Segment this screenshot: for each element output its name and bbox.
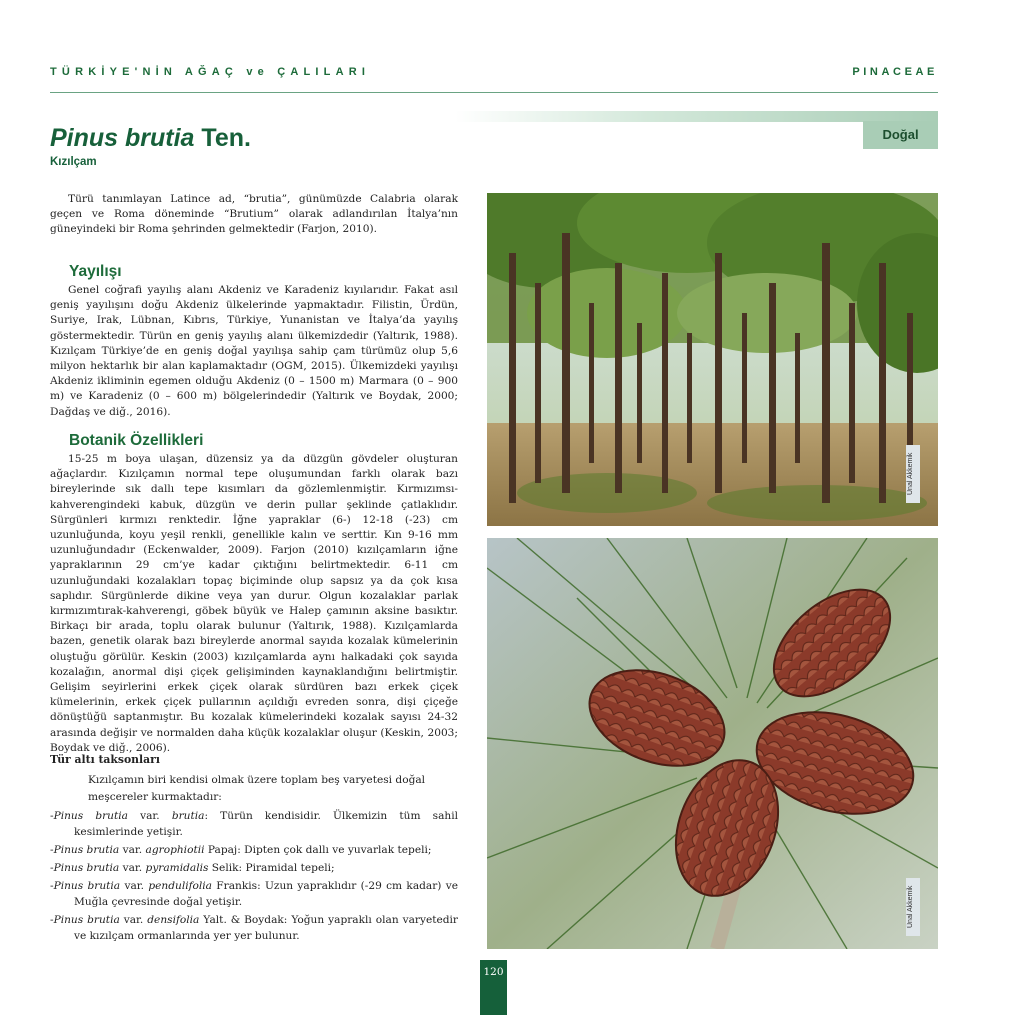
botanical-paragraph	[50, 452, 458, 756]
status-badge: Doğal	[863, 121, 938, 149]
photo-credit: Ünal Akkemik	[906, 878, 920, 936]
page-number: 120	[480, 960, 507, 1015]
intro-text: Türü tanımlayan Latince ad, “brutia”, günümüzde Calabria olarak geçen ve Roma döneminde “Brutium” olarak adlandırılan İtalya’nın güneyindeki bir Roma şehrinden gelmektedir (Farjon, 2010).	[50, 193, 458, 236]
list-item: -Pinus brutia var. densifolia Yalt. & Boydak: Yoğun yapraklı olan varyetedir ve kızılçam ormanlarında yer yer bulunur.	[50, 914, 458, 942]
photo-pine-forest	[487, 193, 938, 526]
subtaxa-intro: Kızılçamın biri kendisi olmak üzere toplam beş varyetesi doğal meşcereler kurmaktadır:	[88, 774, 426, 803]
header-rule	[50, 92, 938, 93]
intro-paragraph	[50, 192, 458, 238]
botanical-text: 15-25 m boya ulaşan, düzensiz ya da düzgün gövdeler oluşturan ağaçlardır. Kızılçamın normal tepe oluşumundan farklı olarak bazı bireylerinde sık dallı tepe kısımları da gözlemlenmiştir. Kırmızımsı-kahverengindeki kabuk, düzgün ve derin pullar şeklinde çatlaklıdır. Sürgünleri kırmızı renktedir. İğne yapraklar (6-) 12-18 (-23) cm uzunluğunda, koyu yeşil renkli, genellikle kalın ve serttir. Kın 9-16 mm uzunluğundadır (Eckenwalder, 2009). Farjon (2010) kızılçamların iğne yapraklarının 29 cm’ye kadar çıktığını belirtmektedir. 6-11 cm uzunluğundaki kozalakları topaç biçiminde olup sapsız ya da çok kısa saplıdır. Sürgünlerde dikine veya yan durur. Olgun kozalaklar parlak kırmızımtırak-kahverengi, göbek büyük ve Halep çamının aksine basıktır. Birkaçı bir arada, toplu olarak bulunur (Yaltırık, 1988). Kızılçamlarda bazen, genetik olarak bazı bireylerde anormal sayıda kozalak kümelerinin oluştuğu görülür. Keskin (2003) kızılçamlarda aynı halkadaki çok sayıda kozalağın, anormal dişi çiçek gelişiminden kaynaklandığını belirtmiştir. Gelişim seyirlerini erkek çiçek olarak sürdüren bazı erkek çiçek kümelerinin, erkek çiçek pullarının açıldığı evreden sonra, dişi çiçeğe dönüştüğü saptanmıştır. Bu kozalak kümelerindeki kozalak sayısı 24-32 arasında değişir ve normalden daha küçük kozalaklar oluşur (Keskin, 2003; Boydak ve diğ., 2006).	[50, 453, 458, 754]
book-title: TÜRKİYE'NİN AĞAÇ ve ÇALILARI	[50, 66, 371, 78]
list-item: -Pinus brutia var. agrophiotii Papaj: Dipten çok dallı ve yuvarlak tepeli;	[50, 844, 432, 856]
cones-image	[487, 538, 938, 949]
common-name: Kızılçam	[50, 156, 97, 168]
list-item: -Pinus brutia var. pendulifolia Frankis: Uzun yapraklıdır (-29 cm kadar) ve Muğla çevresinde doğal yetişir.	[50, 880, 458, 908]
list-item: -Pinus brutia var. pyramidalis Selik: Piramidal tepeli;	[50, 862, 335, 874]
section-heading-subtaxa: Tür altı taksonları	[50, 753, 160, 766]
section-heading-distribution: Yayılışı	[69, 263, 122, 280]
distribution-paragraph	[50, 283, 458, 420]
distribution-text: Genel coğrafi yayılış alanı Akdeniz ve Karadeniz kıyılarıdır. Fakat asıl geniş yayılışını doğu Akdeniz ülkelerinde yapmaktadır. Filistin, Ürdün, Suriye, Irak, Lübnan, Kıbrıs, Türkiye, Yunanistan ve İtalya’da yayılış göstermektedir. Türün en geniş yayılış alanı ülkemizdedir (Yaltırık, 1988). Kızılçam Türkiye’de en geniş doğal yayılışa sahip çam türümüz olup 5,6 milyon hektarlık bir alan kaplamaktadır (OGM, 2015). Ülkemizdeki yayılışı Akdeniz ikliminin egemen olduğu Akdeniz (0 – 1500 m) Marmara (0 – 900 m) ve Karadeniz (0 – 600 m) bölgelerindedir (Yaltırık ve Boydak, 2000; Dağdaş ve diğ., 2016).	[50, 284, 458, 418]
species-author: Ten.	[201, 124, 251, 152]
page-title	[50, 124, 251, 153]
species-name: Pinus brutia	[50, 124, 195, 152]
section-heading-botanical: Botanik Özellikleri	[69, 432, 204, 449]
running-head	[50, 66, 938, 84]
photo-credit: Ünal Akkemik	[906, 445, 920, 503]
list-item: -Pinus brutia var. brutia: Türün kendisidir. Ülkemizin tüm sahil kesimlerinde yetişir.	[50, 810, 458, 838]
family-name: PINACEAE	[852, 66, 938, 78]
subtaxa-list	[50, 808, 458, 946]
photo-pine-cones	[487, 538, 938, 949]
forest-image	[487, 193, 938, 526]
